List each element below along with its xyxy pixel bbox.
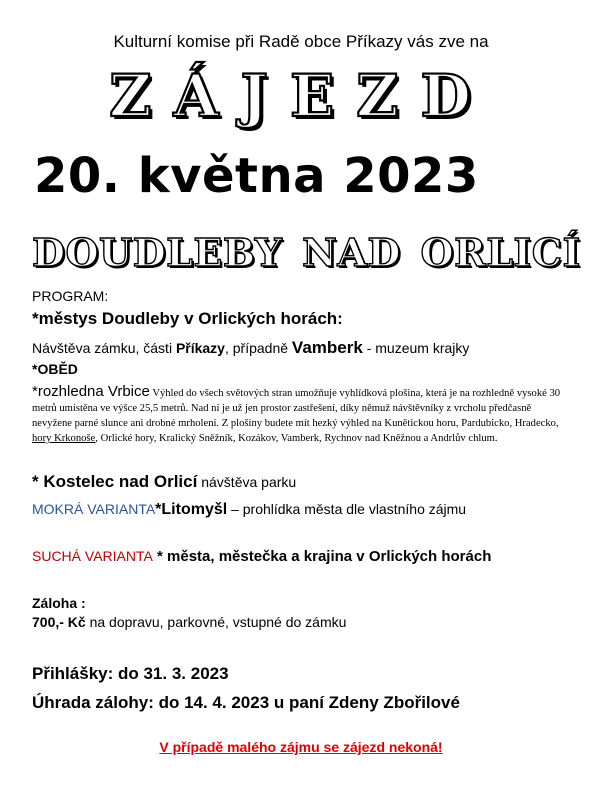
dry-variant [32,548,491,565]
headline-title: ZÁJEZD [109,62,493,130]
kostelec-desc: návštěva parku [197,474,297,490]
desc-text: Návštěva zámku, části [32,340,176,356]
deposit-amount: 700,- Kč [32,614,86,630]
destination-title: DOUDLEBY NAD ORLICÍ [32,230,581,275]
desc-place-prikazy: Příkazy [175,340,225,356]
event-date: 20. května 2023 [34,148,479,204]
desc-place-vamberk: Vamberk [291,338,363,357]
wet-variant-desc: – prohlídka města dle vlastního zájmu [227,501,467,517]
lookout-link: hory Krkonoše [32,433,96,444]
desc-text: - muzeum krajky [362,340,470,356]
program-item-kostelec [32,472,296,492]
registration-deadline: Přihlášky: do 31. 3. 2023 [32,664,229,683]
wet-variant [32,501,466,519]
lookout-text: Výhled do všech světových stran umožňuje vyhlídková plošina, která je na rozhledně vysoké 30 metrů umístěna ve výšce 25,5 metrů. Nad ní je už jen prostor zastřešení, díky němuž návštěvníky z vrcholu předčasně nevyžene parné slunce ani drobné mrholení. Z plošiny budete mít hezký výhled na Kunětickou horu, Pardubicko, Hradecko, [32,388,561,429]
program-item-doudleby-desc [32,338,469,358]
wet-variant-label: MOKRÁ VARIANTA [32,501,156,517]
deposit-line [32,614,346,630]
cancellation-notice: V případě malého zájmu se zájezd nekoná! [159,739,443,755]
dry-variant-label: SUCHÁ VARIANTA [32,548,153,564]
dry-variant-desc: * města, městečka a krajina v Orlických horách [152,548,492,565]
deposit-label: Záloha : [32,595,86,611]
payment-deadline: Úhrada zálohy: do 14. 4. 2023 u paní Zdeny Zbořilové [32,693,460,712]
program-label: PROGRAM: [32,288,109,304]
desc-text: , případně [224,340,292,356]
lookout-title: *rozhledna Vrbice [32,383,150,400]
kostelec-title: * Kostelec nad Orlicí [32,472,198,491]
program-item-lookout [32,384,572,446]
deposit-desc: na dopravu, parkovné, vstupné do zámku [85,614,347,630]
program-item-doudleby: *městys Doudleby v Orlických horách: [32,309,343,328]
invitation-line: Kulturní komise při Radě obce Příkazy vás zve na [113,32,489,51]
program-item-lunch: *OBĚD [32,361,78,377]
lookout-text: , Orlické hory, Kralický Sněžník, Kozákov, Vamberk, Rychnov nad Kněžnou a Andrlův chlum. [95,433,498,444]
wet-variant-place: *Litomyšl [155,501,228,518]
